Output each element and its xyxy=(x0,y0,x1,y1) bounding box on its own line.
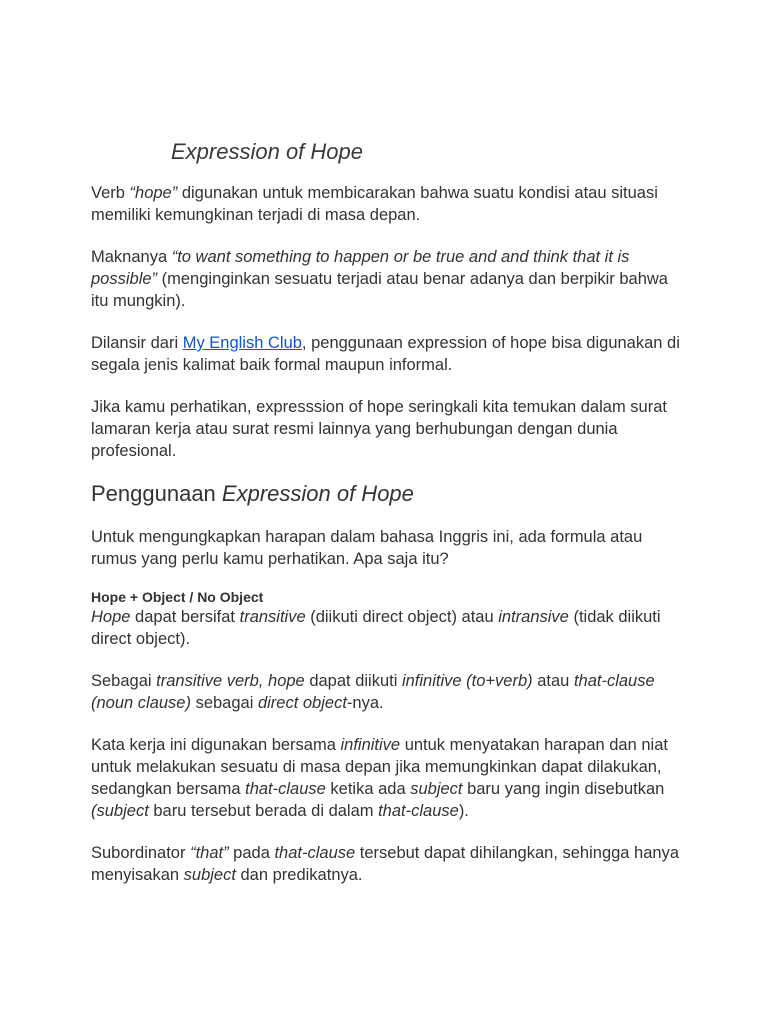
text-span: dan predikatnya. xyxy=(235,866,363,884)
intransive-term: intransive xyxy=(498,608,569,626)
text-span: (diikuti direct object) atau xyxy=(305,608,499,626)
text-span: baru yang ingin disebutkan xyxy=(462,780,665,798)
paragraph-verb-hope: Verb “hope” digunakan untuk membicarakan bahwa suatu kondisi atau situasi memiliki kemungkinan terjadi di masa depan. xyxy=(91,184,658,224)
text-span: baru tersebut berada di dalam xyxy=(148,802,379,820)
paragraph-meaning xyxy=(91,246,681,312)
transitive-term: transitive xyxy=(239,608,306,626)
text-span: ). xyxy=(458,802,469,820)
italic-term: infinitive (to+verb) xyxy=(401,672,533,690)
paragraph-transitive-verb xyxy=(91,670,681,714)
text-span: sebagai xyxy=(190,694,258,712)
text-span: Subordinator xyxy=(91,844,191,862)
text-span: dapat diikuti xyxy=(304,672,402,690)
italic-term: “that” xyxy=(190,844,229,862)
text-span: Sebagai xyxy=(91,672,157,690)
my-english-club-link[interactable]: My English Club xyxy=(182,334,302,352)
italic-term: that-clause (noun clause) xyxy=(91,672,655,712)
italic-term: subject xyxy=(410,780,463,798)
document-title: Expression of Hope xyxy=(171,139,363,164)
text-span: (tidak diikuti direct object). xyxy=(91,608,661,648)
section-heading xyxy=(91,480,681,508)
meaning-quote: “to want something to happen or be true and and think that it is possible” xyxy=(91,248,630,288)
subheading-hope-object: Hope + Object / No Object xyxy=(91,589,264,605)
text-span: -nya. xyxy=(346,694,384,712)
text-span: pada xyxy=(228,844,275,862)
hope-word: Hope xyxy=(91,608,131,626)
source-prefix: Dilansir dari xyxy=(91,334,183,352)
section-heading-prefix: Penggunaan xyxy=(91,481,222,506)
text-span: untuk menyatakan harapan dan niat untuk melakukan sesuatu di masa depan jika memungkinkan dapat dilakukan, sedangkan bersama xyxy=(91,736,668,798)
text-span: dapat bersifat xyxy=(130,608,240,626)
section-heading-italic: Expression of Hope xyxy=(221,481,414,506)
text-span: tersebut dapat dihilangkan, sehingga hanya menyisakan xyxy=(91,844,680,884)
paragraph-verb-hope-text: digunakan untuk membicarakan bahwa suatu kondisi atau situasi memiliki kemungkinan terjadi di masa depan. xyxy=(91,184,658,224)
text-span: Kata kerja ini digunakan bersama xyxy=(91,736,341,754)
paragraph-subordinator xyxy=(91,842,681,886)
italic-term: (subject xyxy=(91,802,149,820)
italic-term: that-clause xyxy=(378,802,459,820)
hope-quote: “hope” xyxy=(129,184,178,202)
italic-term: that-clause xyxy=(245,780,326,798)
paragraph-usage-note: Jika kamu perhatikan, expresssion of hope seringkali kita temukan dalam surat lamaran kerja atau surat resmi lainnya yang berhubungan dengan dunia profesional. xyxy=(91,398,667,460)
paragraph-infinitive-usage xyxy=(91,734,681,822)
document-page xyxy=(91,138,681,886)
italic-term: subject xyxy=(183,866,236,884)
text-span: atau xyxy=(532,672,574,690)
source-suffix: , penggunaan expression of hope bisa digunakan di segala jenis kalimat baik formal maupun informal. xyxy=(91,334,680,374)
italic-term: infinitive xyxy=(340,736,401,754)
paragraph-transitive xyxy=(91,606,681,650)
paragraph-formula-intro: Untuk mengungkapkan harapan dalam bahasa Inggris ini, ada formula atau rumus yang perlu kamu perhatikan. Apa saja itu? xyxy=(91,528,643,568)
paragraph-source xyxy=(91,332,681,376)
meaning-prefix: Maknanya xyxy=(91,248,172,266)
text-span: ketika ada xyxy=(325,780,411,798)
italic-term: direct object xyxy=(257,694,347,712)
meaning-suffix: (menginginkan sesuatu terjadi atau benar adanya dan berpikir bahwa itu mungkin). xyxy=(91,270,668,310)
italic-term: that-clause xyxy=(274,844,356,862)
italic-term: transitive verb, hope xyxy=(156,672,305,690)
